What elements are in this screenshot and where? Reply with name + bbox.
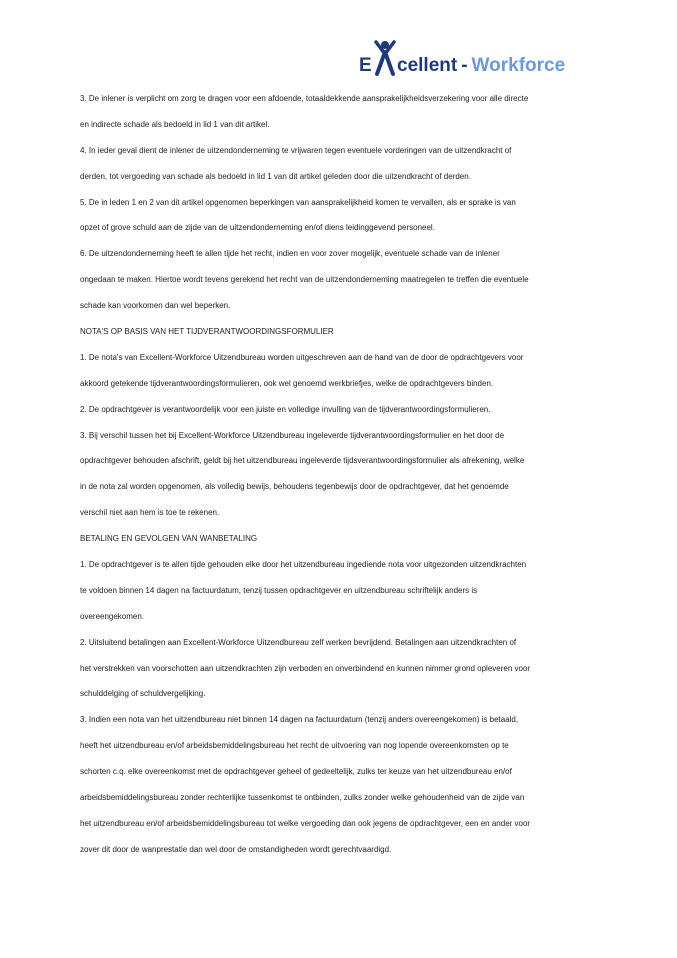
text-line: zover dit door de wanprestatie dan wel door de omstandigheden wordt gerechtvaardigd.	[80, 844, 392, 854]
text-line: 6. De uitzendonderneming heeft te allen tijde het recht, indien en voor zover mogelijk, eventuele schade van de inlener	[80, 249, 500, 259]
section-heading: BETALING EN GEVOLGEN VAN WANBETALING	[80, 534, 258, 544]
text-line: schulddelging of schuldvergelijking.	[80, 689, 206, 699]
text-line: heeft het uitzendbureau en/of arbeidsbemiddelingsbureau het recht de uitvoering van nog lopende overeenkomsten op te	[80, 741, 509, 751]
logo-wordmark	[397, 56, 565, 75]
logo-text-workforce: Workforce	[471, 55, 566, 76]
section-heading: NOTA'S OP BASIS VAN HET TIJDVERANTWOORDINGSFORMULIER	[80, 327, 334, 337]
text-line: 1. De nota's van Excellent-Workforce Uitzendbureau worden uitgeschreven aan de hand van de door de opdrachtgevers voor	[80, 352, 524, 362]
text-line: schorten c.q. elke overeenkomst met de opdrachtgever geheel of gedeeltelijk, zulks ter keuze van het uitzendbureau en/of	[80, 767, 512, 777]
logo-letter-e: E	[359, 55, 372, 76]
logo-text-cellent: cellent	[397, 55, 458, 76]
text-line: en indirecte schade als bedoeld in lid 1 van dit artikel.	[80, 119, 270, 129]
text-line: te voldoen binnen 14 dagen na factuurdatum, tenzij tussen opdrachtgever en uitzendbureau schriftelijk anders is	[80, 585, 478, 595]
text-line: arbeidsbemiddelingsbureau zonder rechterlijke tussenkomst te ontbinden, zulks zonder welke gehoudenheid van de zijde van	[80, 793, 525, 803]
logo-separator: -	[461, 55, 468, 76]
text-line: 4. In ieder geval dient de inlener de uitzendonderneming te vrijwaren tegen eventuele vorderingen van de uitzendkracht of	[80, 145, 512, 155]
text-line: het verstrekken van voorschotten aan uitzendkrachten zijn verboden en onverbindend en kunnen nimmer grond opleveren voor	[80, 663, 531, 673]
text-line: schade kan voorkomen dan wel beperken.	[80, 301, 231, 311]
text-line: derden, tot vergoeding van schade als bedoeld in lid 1 van dit artikel geleden door die uitzendkracht of derden.	[80, 171, 471, 181]
logo-person-icon	[373, 40, 397, 78]
text-line: 3. Indien een nota van het uitzendbureau niet binnen 14 dagen na factuurdatum (tenzij anders overeengekomen) is betaald,	[80, 715, 519, 725]
text-line: het uitzendbureau en/of arbeidsbemiddelingsbureau tot welke vergoeding dan ook jegens de opdrachtgever, een en ander voor	[80, 818, 531, 828]
company-logo	[359, 40, 604, 82]
text-line: 3. De inlener is verplicht om zorg te dragen voor een afdoende, totaaldekkende aansprakelijkheidsverzekering voor alle directe	[80, 94, 529, 103]
text-line: in de nota zal worden opgenomen, als volledig bewijs, behoudens tegenbewijs door de opdrachtgever, dat het genoemde	[80, 482, 509, 492]
text-line: 1. De opdrachtgever is te allen tijde gehouden elke door het uitzendbureau ingediende nota voor uitgezonden uitzendkrachten	[80, 560, 527, 570]
document-body	[80, 92, 610, 869]
text-line: 3. Bij verschil tussen het bij Excellent-Workforce Uitzendbureau ingeleverde tijdverantwoordingsformulier en het door de	[80, 430, 505, 440]
text-line: opdrachtgever behouden afschrift, geldt bij het uitzendbureau ingeleverde tijdsverantwoordingsformulier als afrekening, welke	[80, 456, 525, 466]
text-line: 2. De opdrachtgever is verantwoordelijk voor een juiste en volledige invulling van de tijdverantwoordingsformulieren.	[80, 404, 491, 414]
text-line: overeengekomen.	[80, 611, 145, 621]
text-line: ongedaan te maken. Hiertoe wordt tevens gerekend het recht van de uitzendonderneming maatregelen te treffen die eventuele	[80, 275, 529, 285]
text-line: 2. Uitsluitend betalingen aan Excellent-Workforce Uitzendbureau zelf werken bevrijdend. Betalingen aan uitzendkrachten of	[80, 637, 517, 647]
text-line: 5. De in leden 1 en 2 van dit artikel opgenomen beperkingen van aansprakelijkheid komen te vervallen, als er sprake is van	[80, 197, 516, 207]
text-line: verschil niet aan hem is toe te rekenen.	[80, 508, 220, 518]
text-line: opzet of grove schuld aan de zijde van de uitzendonderneming en/of diens leidinggevend personeel.	[80, 223, 435, 233]
text-line: akkoord getekende tijdverantwoordingsformulieren, ook wel genoemd werkbriefjes, welke de opdrachtgevers binden.	[80, 378, 494, 388]
